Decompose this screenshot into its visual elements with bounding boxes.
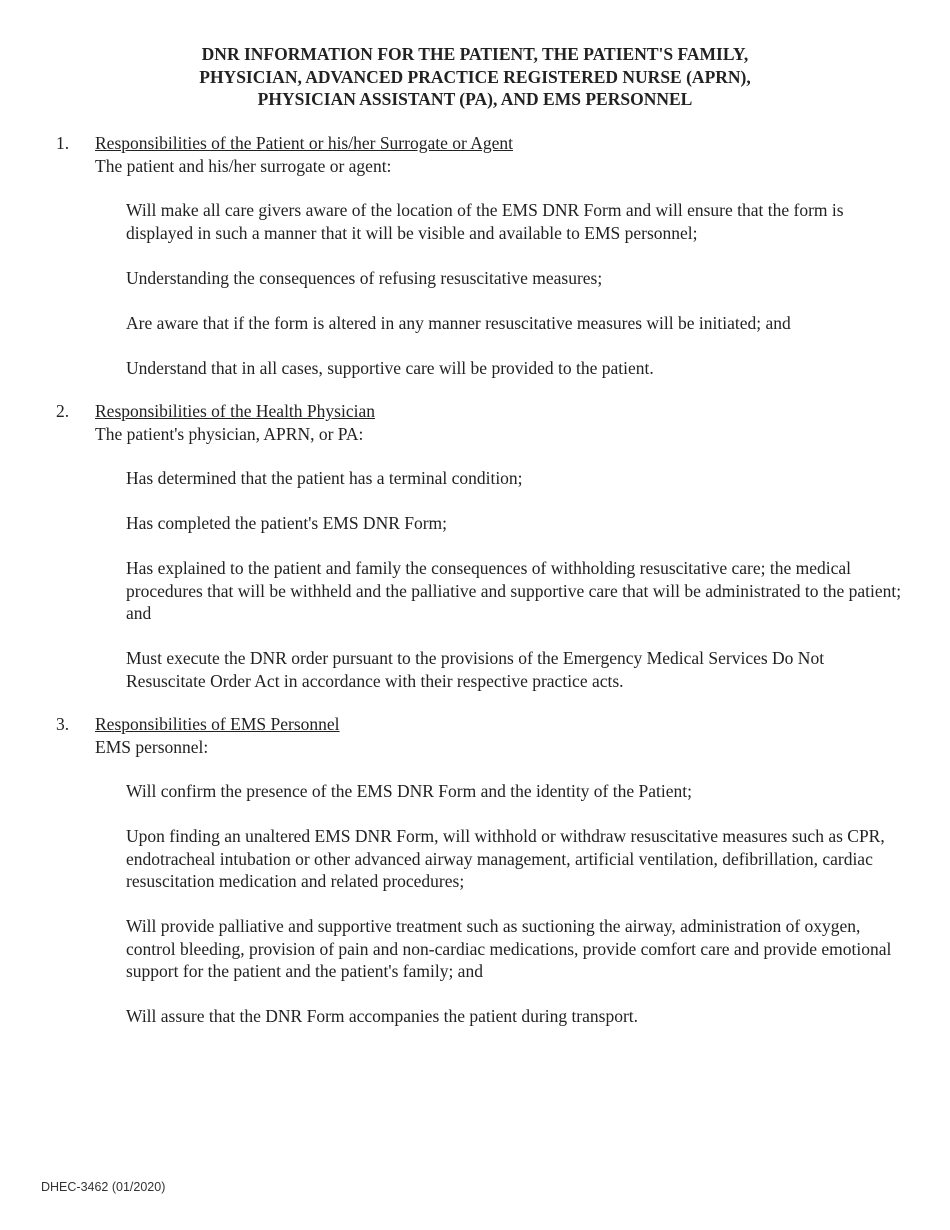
list-item: Must execute the DNR order pursuant to the provisions of the Emergency Medical Services Do Not Resuscitate Order Act in accordance with their respective practice acts. [126, 648, 825, 691]
section-intro: The patient's physician, APRN, or PA: [95, 423, 364, 444]
section-intro: EMS personnel: [95, 736, 209, 757]
section-items [126, 467, 906, 715]
list-item: Upon finding an unaltered EMS DNR Form, will withhold or withdraw resuscitative measures such as CPR, endotracheal intubation or other advanced airway management, artificial ventilation, defibrillation, cardiac resuscitation medication and related procedures; [126, 826, 885, 891]
section-intro: The patient and his/her surrogate or agent: [95, 155, 392, 176]
title-line-1: DNR INFORMATION FOR THE PATIENT, THE PATIENT'S FAMILY, [201, 44, 749, 64]
section-items [126, 199, 906, 402]
list-item: Understanding the consequences of refusing resuscitative measures; [126, 267, 603, 288]
section-heading: Responsibilities of the Patient or his/her Surrogate or Agent [95, 133, 513, 153]
list-item: Will make all care givers aware of the location of the EMS DNR Form and will ensure that the form is displayed in such a manner that it will be visible and available to EMS personnel; [126, 200, 844, 243]
section-number: 1. [56, 133, 70, 153]
section-items [126, 780, 906, 1050]
list-item: Has explained to the patient and family the consequences of withholding resuscitative care; the medical procedures that will be withheld and the palliative and supportive care that will be administrated to the patient; and [126, 558, 902, 623]
section-number: 3. [56, 714, 70, 734]
form-id: DHEC-3462 (01/2020) [41, 1180, 166, 1194]
list-item: Will confirm the presence of the EMS DNR Form and the identity of the Patient; [126, 781, 692, 801]
section-heading: Responsibilities of EMS Personnel [95, 714, 340, 734]
list-item: Will assure that the DNR Form accompanies the patient during transport. [126, 1006, 639, 1026]
page-title [0, 43, 950, 111]
list-item: Will provide palliative and supportive treatment such as suctioning the airway, administration of oxygen, control bleeding, provision of pain and non-cardiac medications, provide comfort care and provide emotional support for the patient and the patient's family; and [126, 916, 892, 981]
title-line-3: PHYSICIAN ASSISTANT (PA), AND EMS PERSONNEL [257, 89, 693, 109]
section-number: 2. [56, 401, 70, 421]
list-item: Has determined that the patient has a terminal condition; [126, 468, 523, 488]
section-heading: Responsibilities of the Health Physician [95, 401, 375, 421]
list-item: Are aware that if the form is altered in any manner resuscitative measures will be initiated; and [126, 312, 791, 333]
list-item: Has completed the patient's EMS DNR Form; [126, 513, 448, 533]
title-line-2: PHYSICIAN, ADVANCED PRACTICE REGISTERED NURSE (APRN), [199, 66, 751, 87]
list-item: Understand that in all cases, supportive care will be provided to the patient. [126, 357, 654, 378]
